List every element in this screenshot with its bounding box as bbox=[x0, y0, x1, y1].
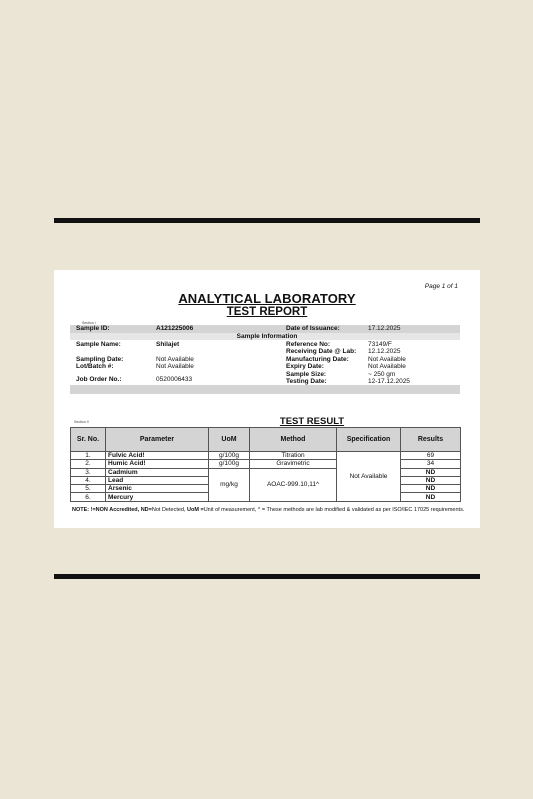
sample-id-bar bbox=[70, 325, 460, 333]
note-text-1: Not Detected, bbox=[151, 507, 188, 513]
cell-uom-metals: mg/kg bbox=[209, 468, 250, 501]
lot-batch-label: Lot/Batch #: bbox=[76, 363, 114, 370]
cell-sr: 5. bbox=[71, 485, 106, 493]
header-uom: UoM bbox=[209, 428, 250, 452]
manufacturing-date-label: Manufacturing Date: bbox=[286, 356, 349, 363]
section-2-label: Section II bbox=[74, 420, 89, 424]
cell-parameter: Arsenic bbox=[106, 485, 209, 493]
receiving-date-label: Receiving Date @ Lab: bbox=[286, 348, 357, 355]
cell-uom: g/100g bbox=[209, 452, 250, 460]
sampling-date-value: Not Available bbox=[156, 356, 194, 363]
cell-specification: Not Available bbox=[337, 452, 401, 502]
receiving-date-value: 12.12.2025 bbox=[368, 348, 401, 355]
cell-sr: 3. bbox=[71, 468, 106, 476]
expiry-date-value: Not Available bbox=[368, 363, 406, 370]
expiry-date-label: Expiry Date: bbox=[286, 363, 324, 370]
test-result-table bbox=[70, 427, 461, 502]
cell-sr: 6. bbox=[71, 493, 106, 501]
sampling-date-label: Sampling Date: bbox=[76, 356, 124, 363]
testing-date-value: 12-17.12.2025 bbox=[368, 378, 410, 385]
report-title: TEST REPORT bbox=[226, 306, 308, 318]
cell-method-metals: AOAC-999.10,11^ bbox=[250, 468, 337, 501]
sample-name-value: Shilajet bbox=[156, 341, 180, 348]
note-prefix: NOTE: !=NON Accredited, ND= bbox=[72, 507, 152, 513]
top-divider bbox=[54, 218, 480, 223]
sample-id-label: Sample ID: bbox=[76, 325, 110, 332]
sample-id-value: A121225006 bbox=[156, 325, 194, 332]
job-order-label: Job Order No.: bbox=[76, 376, 122, 383]
info-footer-bar bbox=[70, 385, 460, 394]
cell-method: Titration bbox=[250, 452, 337, 460]
header-method: Method bbox=[250, 428, 337, 452]
test-report-document bbox=[54, 270, 480, 528]
testing-date-label: Testing Date: bbox=[286, 378, 327, 385]
report-note bbox=[72, 507, 472, 515]
sample-info-heading: Sample Information bbox=[236, 333, 298, 340]
manufacturing-date-value: Not Available bbox=[368, 356, 406, 363]
cell-result: ND bbox=[401, 493, 461, 501]
note-uom-label: UoM = bbox=[187, 507, 204, 513]
sample-name-label: Sample Name: bbox=[76, 341, 121, 348]
cell-method: Gravimetric bbox=[250, 460, 337, 468]
header-sr-no: Sr. No. bbox=[71, 428, 106, 452]
job-order-value: 0520006433 bbox=[156, 376, 193, 383]
date-of-issuance-label: Date of Issuance: bbox=[286, 325, 340, 332]
table-row bbox=[71, 468, 461, 476]
test-result-heading: TEST RESULT bbox=[279, 416, 345, 427]
section-1-label: Section I bbox=[82, 321, 96, 325]
bottom-divider bbox=[54, 574, 480, 579]
cell-sr: 1. bbox=[71, 452, 106, 460]
table-header-row bbox=[71, 428, 461, 452]
reference-no-value: 73149/F bbox=[368, 341, 392, 348]
sample-size-label: Sample Size: bbox=[286, 371, 327, 378]
cell-parameter: Fulvic Acid! bbox=[106, 452, 209, 460]
cell-parameter: Humic Acid! bbox=[106, 460, 209, 468]
table-row bbox=[71, 460, 461, 468]
cell-result: ND bbox=[401, 468, 461, 476]
table-row bbox=[71, 452, 461, 460]
cell-parameter: Mercury bbox=[106, 493, 209, 501]
cell-result: 34 bbox=[401, 460, 461, 468]
date-of-issuance-value: 17.12.2025 bbox=[368, 325, 401, 332]
note-text-2: Unit of measurement, ^ = These methods are lab modified & validated as per ISO/IEC 17025 requirements. bbox=[203, 507, 465, 513]
cell-result: ND bbox=[401, 485, 461, 493]
cell-sr: 4. bbox=[71, 476, 106, 484]
page-number: Page 1 of 1 bbox=[424, 283, 458, 290]
header-specification: Specification bbox=[337, 428, 401, 452]
cell-result: ND bbox=[401, 476, 461, 484]
cell-result: 69 bbox=[401, 452, 461, 460]
header-results: Results bbox=[401, 428, 461, 452]
cell-parameter: Cadmium bbox=[106, 468, 209, 476]
header-parameter: Parameter bbox=[106, 428, 209, 452]
lot-batch-value: Not Available bbox=[156, 363, 194, 370]
reference-no-label: Reference No: bbox=[286, 341, 331, 348]
sample-size-value: ~ 250 gm bbox=[368, 371, 396, 378]
cell-sr: 2. bbox=[71, 460, 106, 468]
lab-name-heading: ANALYTICAL LABORATORY bbox=[178, 291, 356, 306]
cell-parameter: Lead bbox=[106, 476, 209, 484]
cell-uom: g/100g bbox=[209, 460, 250, 468]
